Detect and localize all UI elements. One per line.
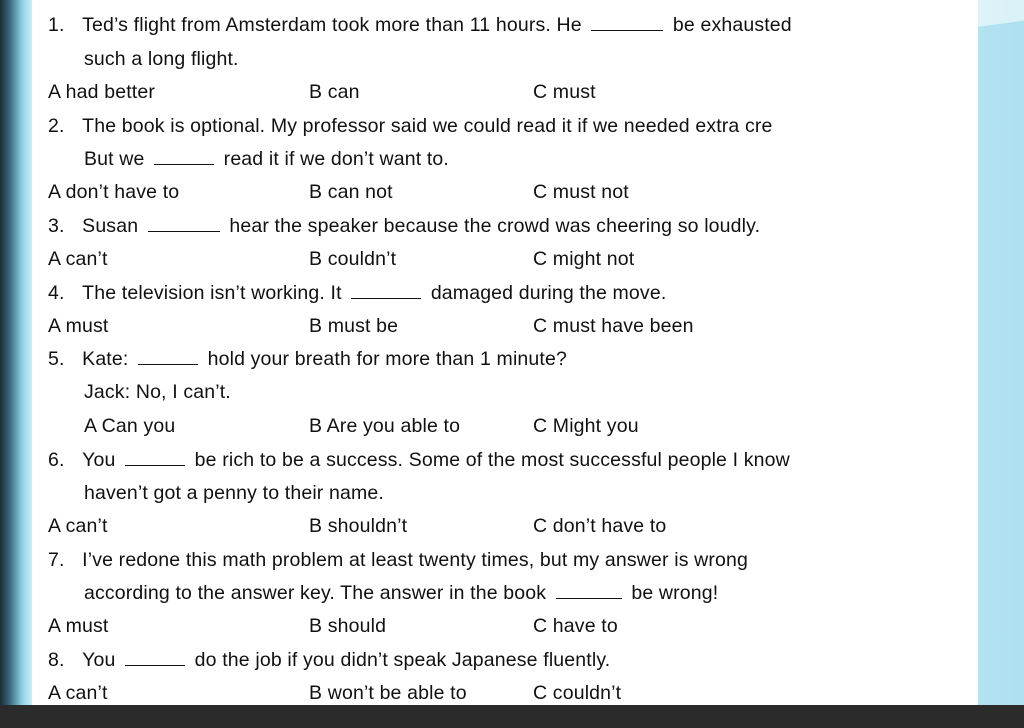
option-b[interactable]: B Are you able to — [309, 415, 461, 437]
question-text: Ted’s flight from Amsterdam took more than 11 hours. He — [82, 14, 582, 36]
question-number: 5. — [48, 348, 65, 370]
worksheet-page — [32, 0, 978, 705]
option-b[interactable]: B couldn’t — [309, 248, 397, 270]
question-text: be rich to be a success. Some of the most successful people I know — [194, 449, 790, 471]
question-6-continued: haven’t got a penny to their name. — [84, 482, 384, 504]
question-number: 6. — [48, 449, 65, 471]
option-a[interactable]: A must — [48, 615, 109, 637]
option-a[interactable]: A can’t — [48, 682, 108, 704]
option-b[interactable]: B must be — [309, 315, 399, 337]
option-c[interactable]: C must — [533, 81, 596, 103]
option-b[interactable]: B should — [309, 615, 387, 637]
question-text: damaged during the move. — [430, 282, 667, 304]
bottom-bar — [0, 705, 1024, 728]
option-b[interactable]: B can — [309, 81, 360, 103]
question-text: Susan — [82, 215, 139, 237]
question-text: according to the answer key. The answer in the book — [84, 582, 547, 604]
question-number: 2. — [48, 115, 65, 137]
question-5 — [48, 347, 567, 371]
question-3 — [48, 214, 760, 238]
question-6 — [48, 448, 790, 472]
question-text: The television isn’t working. It — [82, 282, 342, 304]
option-a[interactable]: A had better — [48, 81, 155, 103]
question-text: be wrong! — [631, 582, 719, 604]
question-8 — [48, 648, 610, 672]
option-c[interactable]: C couldn’t — [533, 682, 622, 704]
question-7 — [48, 548, 748, 572]
option-c[interactable]: C might not — [533, 248, 635, 270]
question-number: 8. — [48, 649, 65, 671]
option-a[interactable]: A don’t have to — [48, 181, 180, 203]
question-number: 3. — [48, 215, 65, 237]
question-5-continued: Jack: No, I can’t. — [84, 381, 231, 403]
question-2 — [48, 114, 773, 138]
question-text: do the job if you didn’t speak Japanese fluently. — [194, 649, 611, 671]
question-number: 7. — [48, 549, 65, 571]
option-a[interactable]: A can’t — [48, 248, 108, 270]
question-number: 1. — [48, 14, 65, 36]
question-text: You — [82, 449, 116, 471]
question-text: Kate: — [82, 348, 129, 370]
question-text: The book is optional. My professor said we could read it if we needed extra cre — [82, 115, 773, 137]
option-c[interactable]: C don’t have to — [533, 515, 667, 537]
answer-blank[interactable] — [125, 450, 185, 466]
option-c[interactable]: C must not — [533, 181, 629, 203]
option-a[interactable]: A must — [48, 315, 109, 337]
answer-blank[interactable] — [138, 349, 198, 365]
question-2-continued — [84, 147, 449, 171]
option-a[interactable]: A can’t — [48, 515, 108, 537]
question-1 — [48, 13, 792, 37]
answer-blank[interactable] — [148, 216, 220, 232]
question-text: But we — [84, 148, 145, 170]
question-7-continued — [84, 581, 718, 605]
question-1-continued: such a long flight. — [84, 48, 239, 70]
option-c[interactable]: C Might you — [533, 415, 639, 437]
answer-blank[interactable] — [351, 283, 421, 299]
question-text: I’ve redone this math problem at least twenty times, but my answer is wrong — [82, 549, 749, 571]
option-c[interactable]: C have to — [533, 615, 618, 637]
option-b[interactable]: B shouldn’t — [309, 515, 408, 537]
answer-blank[interactable] — [556, 583, 622, 599]
option-b[interactable]: B won’t be able to — [309, 682, 467, 704]
answer-blank[interactable] — [591, 15, 663, 31]
question-number: 4. — [48, 282, 65, 304]
question-4 — [48, 281, 666, 305]
option-b[interactable]: B can not — [309, 181, 393, 203]
option-c[interactable]: C must have been — [533, 315, 694, 337]
option-a[interactable]: A Can you — [84, 415, 176, 437]
question-text: You — [82, 649, 116, 671]
question-text: hear the speaker because the crowd was cheering so loudly. — [229, 215, 761, 237]
question-text: hold your breath for more than 1 minute? — [207, 348, 567, 370]
answer-blank[interactable] — [154, 149, 214, 165]
question-text: be exhausted — [672, 14, 792, 36]
answer-blank[interactable] — [125, 650, 185, 666]
question-text: read it if we don’t want to. — [223, 148, 449, 170]
